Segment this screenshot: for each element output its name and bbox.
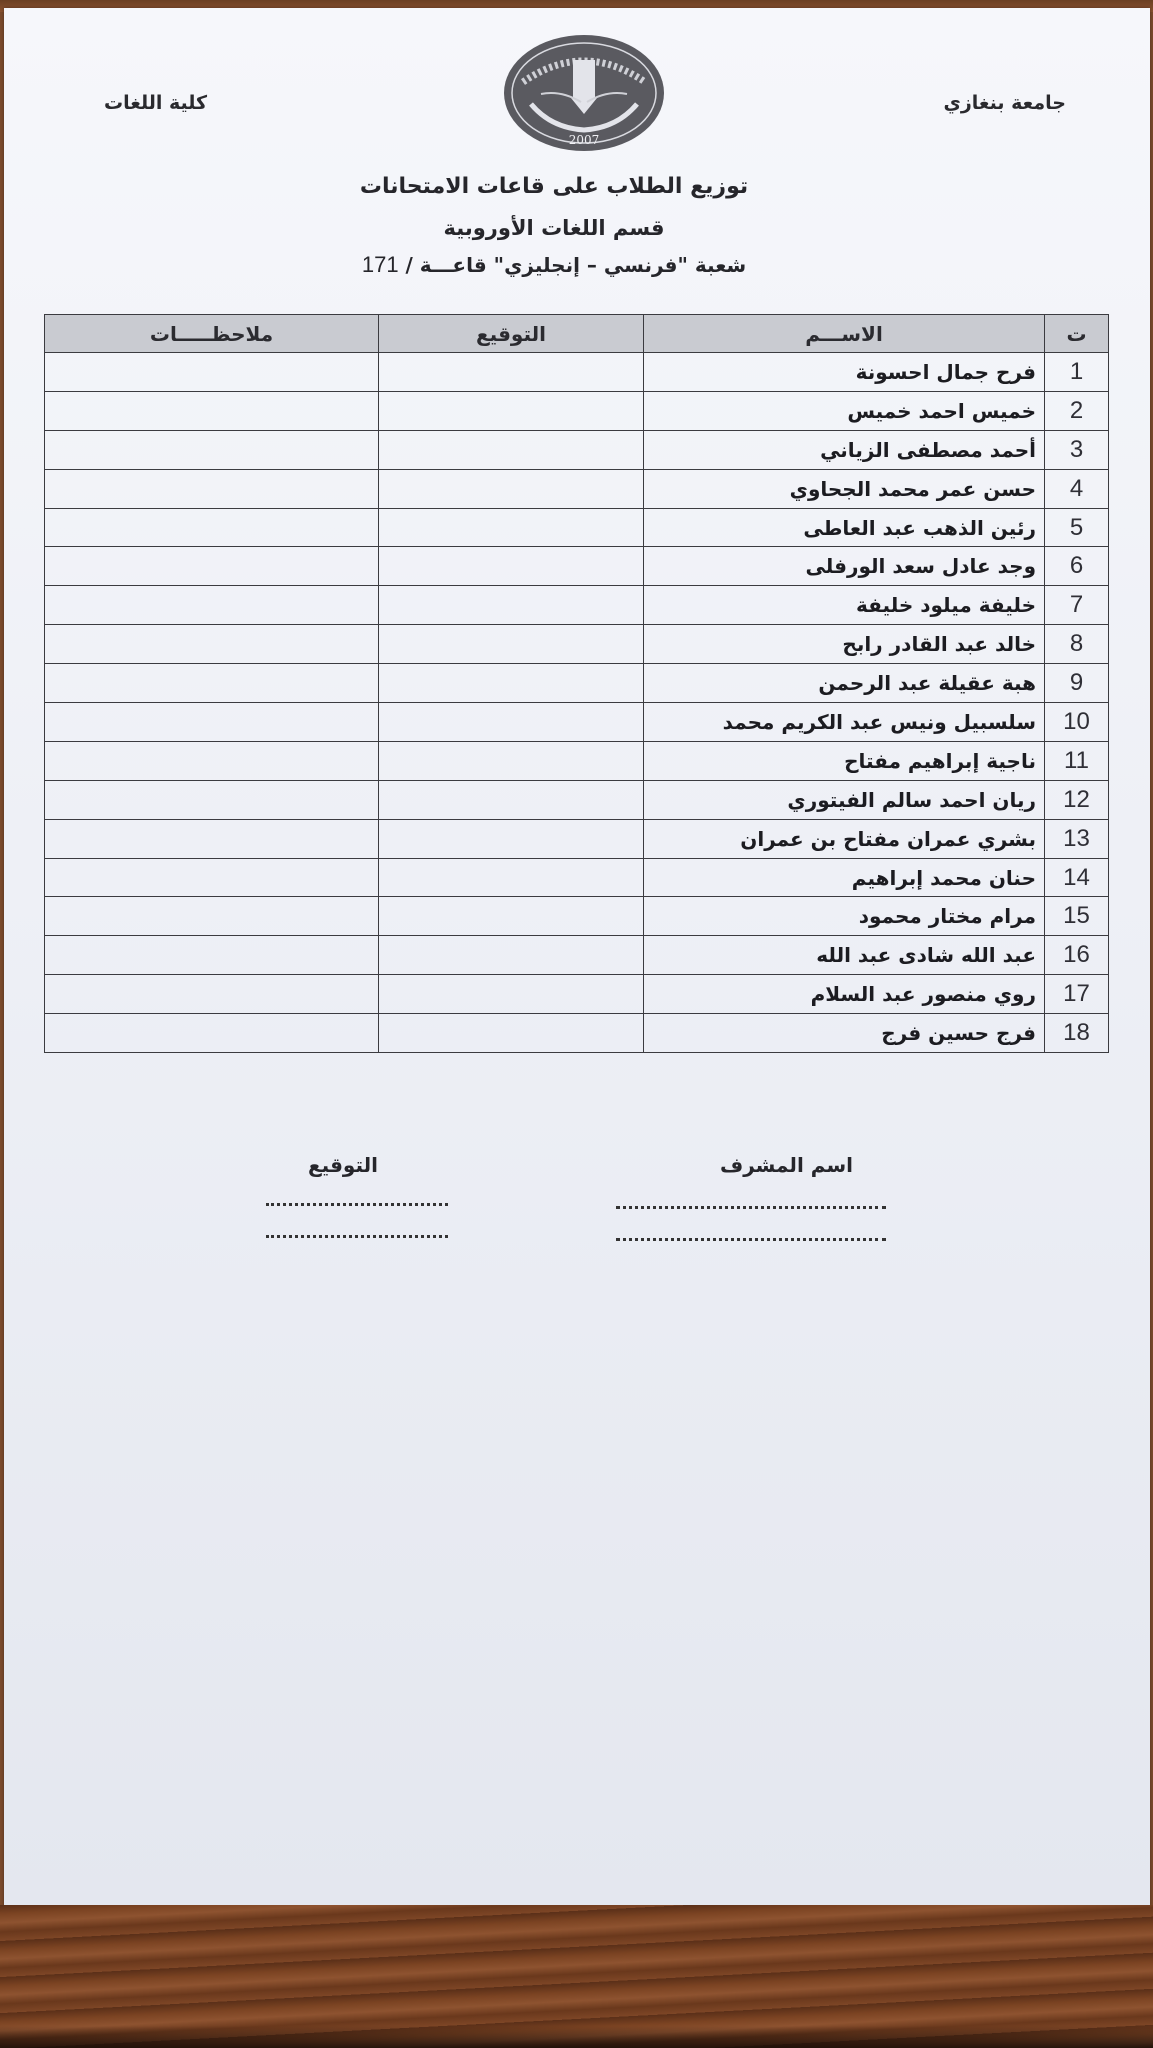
supervisor-dotted-line-1 [616,1206,886,1209]
table-row [45,703,1109,742]
table-row [45,469,1109,508]
student-roster-table [44,314,1109,1053]
row-number: 16 [1045,936,1109,975]
signature-cell [379,858,644,897]
row-number: 18 [1045,1014,1109,1053]
student-name: وجد عادل سعد الورفلى [644,547,1045,586]
signature-cell [379,936,644,975]
notes-cell [45,897,379,936]
notes-cell [45,664,379,703]
notes-cell [45,819,379,858]
student-name: ريان احمد سالم الفيتوري [644,780,1045,819]
header-number: ت [1045,315,1109,353]
signature-cell [379,897,644,936]
signature-cell [379,430,644,469]
signature-cell [379,586,644,625]
student-name: أحمد مصطفى الزياني [644,430,1045,469]
row-number: 14 [1045,858,1109,897]
faculty-name: كلية اللغات [104,92,208,114]
student-name: سلسبيل ونيس عبد الكريم محمد [644,703,1045,742]
row-number: 10 [1045,703,1109,742]
row-number: 1 [1045,353,1109,392]
table-row [45,741,1109,780]
table-row [45,508,1109,547]
table-row [45,353,1109,392]
student-name: مرام مختار محمود [644,897,1045,936]
table-row [45,780,1109,819]
university-logo [501,32,667,154]
table-row [45,819,1109,858]
table-row [45,430,1109,469]
signature-cell [379,1014,644,1053]
row-number: 2 [1045,391,1109,430]
signature-cell [379,703,644,742]
signature-cell [379,741,644,780]
department-name: قسم اللغات الأوروبية [443,216,665,240]
student-name: هبة عقيلة عبد الرحمن [644,664,1045,703]
row-number: 4 [1045,469,1109,508]
student-name: عبد الله شادى عبد الله [644,936,1045,975]
table-row [45,547,1109,586]
section-and-room [304,252,804,278]
student-name: فرح جمال احسونة [644,353,1045,392]
row-number: 3 [1045,430,1109,469]
notes-cell [45,586,379,625]
student-name: فرج حسين فرج [644,1014,1045,1053]
notes-cell [45,741,379,780]
notes-cell [45,508,379,547]
signature-cell [379,391,644,430]
row-number: 13 [1045,819,1109,858]
signature-dotted-line-1 [266,1203,448,1206]
student-name: خالد عبد القادر رابح [644,625,1045,664]
signature-cell [379,353,644,392]
logo-year: 2007 [568,133,600,147]
room-number: 171 [361,252,399,277]
desk-surface-bottom [0,1905,1153,2048]
signature-cell [379,625,644,664]
notes-cell [45,1014,379,1053]
header-signature: التوقيع [379,315,644,353]
supervisor-name-label: اسم المشرف [720,1153,853,1177]
row-number: 12 [1045,780,1109,819]
notes-cell [45,625,379,664]
table-row [45,586,1109,625]
row-number: 7 [1045,586,1109,625]
signature-label: التوقيع [308,1153,378,1177]
row-number: 8 [1045,625,1109,664]
table-row [45,936,1109,975]
student-name: حسن عمر محمد الجحاوي [644,469,1045,508]
student-name: حنان محمد إبراهيم [644,858,1045,897]
notes-cell [45,780,379,819]
student-name: روي منصور عبد السلام [644,975,1045,1014]
student-name: خليفة ميلود خليفة [644,586,1045,625]
signature-cell [379,664,644,703]
notes-cell [45,353,379,392]
signature-cell [379,547,644,586]
table-row [45,975,1109,1014]
header-name: الاســـم [644,315,1045,353]
signature-cell [379,975,644,1014]
exam-hall-sheet [4,8,1150,1906]
notes-cell [45,430,379,469]
signature-cell [379,469,644,508]
section-text: شعبة "فرنسي – إنجليزي" قاعـــة / [398,253,747,277]
table-row [45,391,1109,430]
notes-cell [45,391,379,430]
signature-cell [379,780,644,819]
notes-cell [45,547,379,586]
notes-cell [45,469,379,508]
notes-cell [45,858,379,897]
row-number: 5 [1045,508,1109,547]
row-number: 17 [1045,975,1109,1014]
supervisor-dotted-line-2 [616,1238,886,1241]
row-number: 11 [1045,741,1109,780]
notes-cell [45,936,379,975]
university-name: جامعة بنغازي [943,92,1066,114]
table-row [45,625,1109,664]
student-name: ناجية إبراهيم مفتاح [644,741,1045,780]
table-row [45,1014,1109,1053]
signature-cell [379,508,644,547]
student-name: بشري عمران مفتاح بن عمران [644,819,1045,858]
table-row [45,664,1109,703]
header-notes: ملاحظـــــات [45,315,379,353]
row-number: 6 [1045,547,1109,586]
row-number: 15 [1045,897,1109,936]
table-row [45,858,1109,897]
student-name: رئين الذهب عبد العاطى [644,508,1045,547]
table-row [45,897,1109,936]
signature-cell [379,819,644,858]
table-header-row [45,315,1109,353]
notes-cell [45,975,379,1014]
document-title: توزيع الطلاب على قاعات الامتحانات [359,174,749,199]
notes-cell [45,703,379,742]
row-number: 9 [1045,664,1109,703]
student-name: خميس احمد خميس [644,391,1045,430]
signature-dotted-line-2 [266,1235,448,1238]
